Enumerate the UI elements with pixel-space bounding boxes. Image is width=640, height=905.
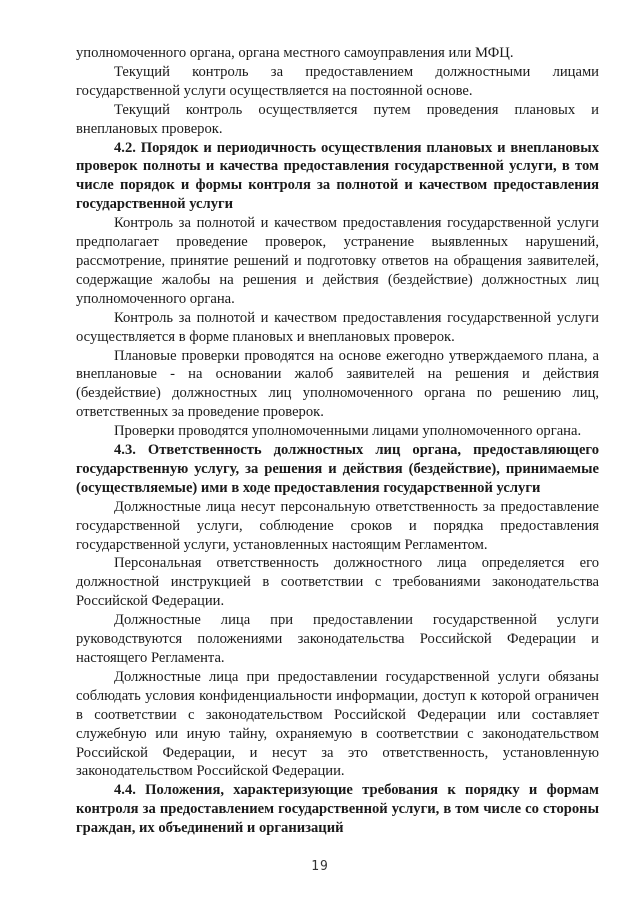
paragraph-personal-responsibility: Должностные лица несут персональную ответственность за предоставление государственной услуги, соблюдение сроков и порядка предоставления государственной услуги, установленных настоящим Регламентом. [76,498,599,553]
paragraph-confidentiality: Должностные лица при предоставлении государственной услуги обязаны соблюдать условия конфиденциальности информации, доступ к которой ограничен в соответствии с законодательством Российской Федерации или составляет служебную или иную тайну, охраняемую в соответствии с законодательством Российской Федерации, и несут за это ответственность, установленную законодательством Российской Федерации. [76,668,599,780]
paragraph-planned-inspections: Плановые проверки проводятся на основе ежегодно утверждаемого плана, а внеплановые - на основании жалоб заявителей на решения и действия (бездействие) должностных лиц уполномоченного органа по решению лиц, ответственных за проведение проверок. [76,347,599,421]
paragraph-job-instruction: Персональная ответственность должностного лица определяется его должностной инструкцией в соответствии с требованиями законодательства Российской Федерации. [76,555,599,610]
paragraph-legislation: Должностные лица при предоставлении государственной услуги руководствуются положениями законодательства Российской Федерации и настоящего Регламента. [76,612,599,666]
section-heading-4-2: 4.2. Порядок и периодичность осуществления плановых и внеплановых проверок полноты и качества предоставления государственной услуги, в том числе порядок и формы контроля за полнотой и качеством предоставления государственной услуги [76,139,599,213]
paragraph-current-control: Текущий контроль за предоставлением должностными лицами государственной услуги осуществляется на постоянной основе. [76,63,599,99]
paragraph-control-method: Текущий контроль осуществляется путем проведения плановых и внеплановых проверок. [76,101,599,137]
section-heading-4-3: 4.3. Ответственность должностных лиц органа, предоставляющего государственную услугу, за решения и действия (бездействие), принимаемые (осуществляемые) ими в ходе предоставления государственной услуги [76,442,599,496]
section-heading-4-4: 4.4. Положения, характеризующие требования к порядку и формам контроля за предоставлением государственной услуги, в том числе со стороны граждан, их объединений и организаций [76,782,599,837]
page-number: 19 [311,859,329,874]
paragraph-inspection-form: Контроль за полнотой и качеством предоставления государственной услуги осуществляется в форме плановых и внеплановых проверок. [76,309,599,345]
document-body [76,44,599,838]
paragraph-quality-control: Контроль за полнотой и качеством предоставления государственной услуги предполагает проведение проверок, устранение выявленных нарушений, рассмотрение, принятие решений и подготовку ответов на обращения заявителей, содержащие жалобы на решения и действия (бездействие) должностных лиц уполномоченного органа. [76,215,599,307]
paragraph-continuation: уполномоченного органа, органа местного самоуправления или МФЦ. [76,45,514,61]
paragraph-inspectors: Проверки проводятся уполномоченными лицами уполномоченного органа. [114,423,582,440]
